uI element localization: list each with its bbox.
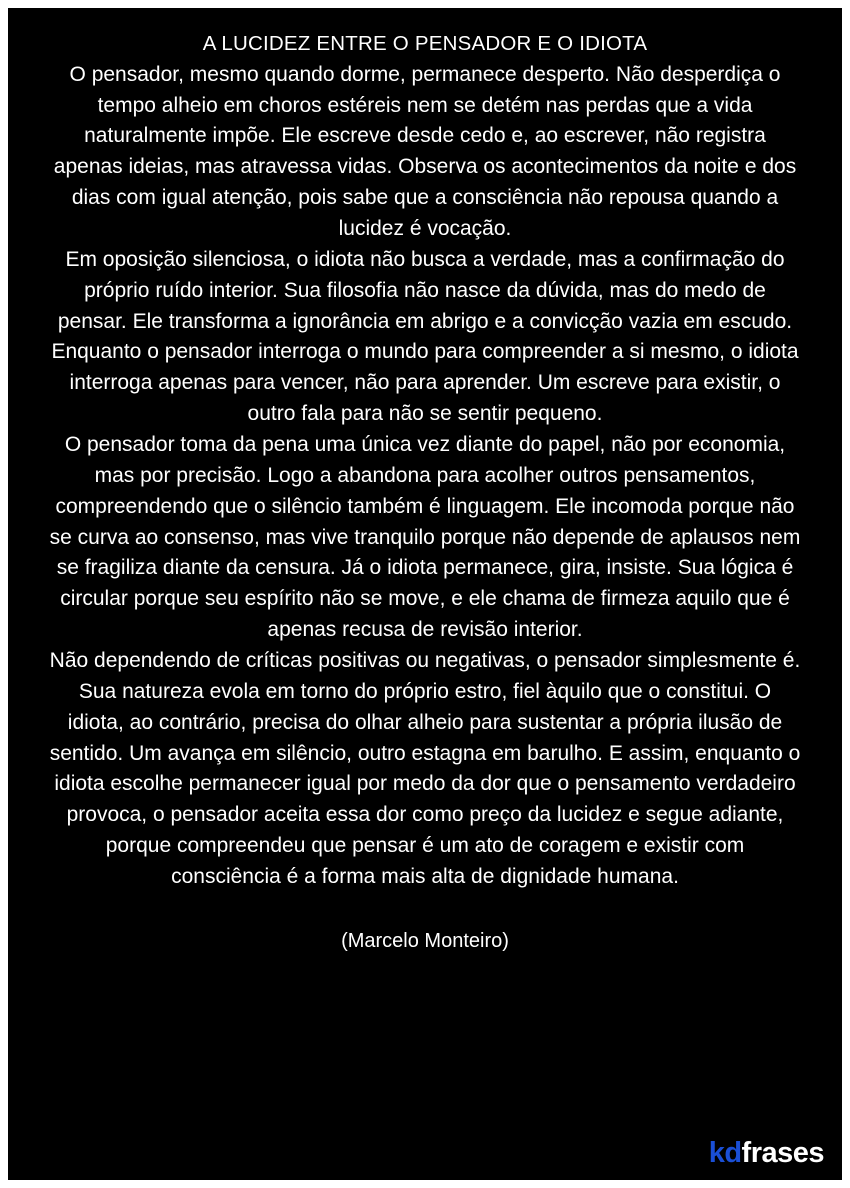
quote-paragraph-2: Em oposição silenciosa, o idiota não busca a verdade, mas a confirmação do próprio ruído interior. Sua filosofia não nasce da dúvida, mas do medo de pensar. Ele transforma a ignorância em abrigo e a convicção vazia em escudo. Enquanto o pensador interroga o mundo para compreender a si mesmo, o idiota interroga apenas para vencer, não para aprender. Um escreve para existir, o outro fala para não se sentir pequeno. [51,247,799,426]
quote-paragraph-1: O pensador, mesmo quando dorme, permanece desperto. Não desperdiça o tempo alheio em choros estéreis nem se detém nas perdas que a vida naturalmente impõe. Ele escreve desde cedo e, ao escrever, não registra apenas ideias, mas atravessa vidas. Observa os acontecimentos da noite e dos dias com igual atenção, pois sabe que a consciência não repousa quando a lucidez é vocação. [53,62,797,240]
kdfrases-watermark[interactable] [709,1137,824,1170]
watermark-kd: kd [708,1137,742,1169]
quote-card [8,8,842,1180]
quote-title: A LUCIDEZ ENTRE O PENSADOR E O IDIOTA [202,32,648,55]
watermark-frases: frases [741,1137,824,1169]
quote-author: (Marcelo Monteiro) [341,929,509,952]
quote-paragraph-3: O pensador toma da pena uma única vez diante do papel, não por economia, mas por precisão. Logo a abandona para acolher outros pensamentos, compreendendo que o silêncio também é linguagem. Ele incomoda porque não se curva ao consenso, mas vive tranquilo porque não depende de aplausos nem se fragiliza diante da censura. Já o idiota permanece, gira, insiste. Sua lógica é circular porque seu espírito não se move, e ele chama de firmeza aquilo que é apenas recusa de revisão interior. [49,432,801,642]
quote-paragraph-4: Não dependendo de críticas positivas ou negativas, o pensador simplesmente é. Sua natureza evola em torno do próprio estro, fiel àquilo que o constitui. O idiota, ao contrário, precisa do olhar alheio para sustentar a própria ilusão de sentido. Um avança em silêncio, outro estagna em barulho. E assim, enquanto o idiota escolhe permanecer igual por medo da dor que o pensamento verdadeiro provoca, o pensador aceita essa dor como preço da lucidez e segue adiante, porque compreendeu que pensar é um ato de coragem e existir com consciência é a forma mais alta de dignidade humana. [49,649,801,889]
